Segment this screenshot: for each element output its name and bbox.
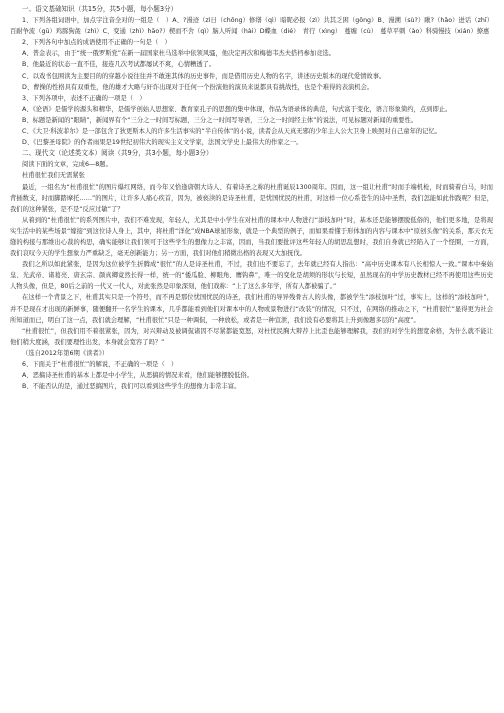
paragraph: （选自2012年第6期《读者》） — [22, 349, 109, 357]
paragraph: 2、下列各句中加点的成语使用不正确的一句是（ ） — [22, 39, 171, 47]
document-body — [10, 4, 493, 392]
paragraph: 3、下列各项中，表述不正确的一项是（ ） — [22, 94, 146, 102]
paragraph: A、《论语》是儒学的源头和精华，是儒学创始人思想家、教育家孔子的思想的集中体现，作品为语录体的典范，句式富于变化，语言形象简约，点到即止。 — [22, 105, 452, 113]
paragraph: D、曹操的性格具有双重性，他的雄才大略与奸诈出现对于任何一个扮演他的演员来说都具有挑战性，也是个难得的表演机会。 — [22, 83, 374, 91]
paragraph: “杜甫很忙”，但我们用不着很紧张，因为，对兴辩动及被调侃诸因不尽紧都能宽怒，对杜忧民胸大辩荐上比歪也能够理解我，我们的对学生的想宽余格，为什么就不能让他们稍大度涵，我们要理性出发，本身就会宽容了吗？” — [10, 327, 493, 346]
paragraph: B、他最近的状态一直不佳，接连几次考试都屡试不爽，心情糟透了。 — [22, 61, 216, 69]
paragraph: 阅读下面的文章，完成6—8题。 — [22, 161, 112, 169]
paragraph: 在这样一个背景之下，杜甫其实只是一个符号，而不再是那位忧国忧民的诗圣，我们杜甫的导异残骨古人的头像，都被学生“添枝加叶”过，事实上，这样的“添枝加叶”，并不是现在才出现的新鲜事，随便翻开一名学生的课本，几乎都能看到他们对课本中的人物或景物进行“改装”的情况，只不过，在网络的推动之下，“杜甫很忙”显得更为社会所知道而已，明白了这一点，我们就会理解，“杜甫很忙”只是一种调侃，一种放松，或者是一种宣泄，我们没有必要将其上升到像题多层的“高度”。 — [10, 294, 493, 324]
paragraph: 1、下列各组词语中，加点字注音全对的一组是（ ）A、?漫迹（zì日（chōng）修缮（qì）暗昵必报（zì）共其乏困（gōng）B、漫溯（sù?）瞅?（hǎo）迸话（zhī）百耐争流（gū）鸡豚狗彘（zhì）C、变通（zhì）hāo?）楔而不舍（qì）脑人听闻（hài）D蝶血（dié） 青荇（xìng） 蔓缠（cù） 蔓草平刺（ào）科骑慢技（xián）撩惠 — [10, 17, 493, 36]
paragraph: B、不能否认的是，通过恶搞图片，我们可以看到这些学生的想像力非常丰富。 — [22, 383, 241, 391]
paragraph: 一、语文基础知识（共15分，共5小题，每小题3分） — [22, 5, 178, 13]
paragraph: 杜甫很忙我们无需紧张 — [22, 172, 85, 180]
paragraph: 二、现代文（论述类文本）阅读（共9分，共3小题，每小题3分） — [22, 149, 213, 158]
paragraph: C、以戏书包围读为主要目的的穿越小说往往并不敢迷其体的历史事件，而是借用历史人物的名字，讲述历史版本的现代爱情故事。 — [22, 72, 386, 80]
paragraph: A、恶搞诗圣杜甫的基本上都是中小学生，从恶搞的情况来看，他们能够摆脱低俗。 — [22, 372, 253, 380]
paragraph: D、《巴黎圣母院》的作者雨果是19世纪初伟大的现实主义文学家，法国文学史上最伟大的作家之一。 — [22, 139, 303, 147]
paragraph: 最近，一组名为“杜甫很忙”的图片爆红网络，而今年又恰逢唐朝大诗人、有着诗圣之称的杜甫诞辰1300周年。因而，这一组让杜甫“时而手端机枪，时而骑着白马，时而背插数支，时而脚踏摩托……”的图片，让许多人痛心疾首，因为，被亵渎的是诗圣杜甫，是忧国忧民的杜甫，对这样一位心系苍生的诗中圣哲，我们怎能如此作践呢？但是，我们的这种紧张，是不是“反应过敏”了？ — [10, 183, 493, 213]
paragraph: B、标题是新闻的“眼睛”，新闻界有个“三分之一时间写标题，三分之一时间写导语，三分之一时间经主体”的说法，可见标题对新闻的重要性。 — [22, 116, 418, 124]
paragraph: C、《大卫·科波菲尔》是一部包含了狄更斯本人的许多生活事实的“半自传体”的小说，读者会从天真无邪的少年主人公大卫身上映照对自己童年的记忆。 — [22, 128, 442, 136]
paragraph: A、普金表示，由于“统一俄罗斯党”在新一届国家杜马选举中依领风骚，他决定再次和梅德韦杰夫搭档参加竞选。 — [22, 50, 336, 58]
paragraph: 6、下面关于“杜甫很忙”的解说，不正确的一项是（ ） — [22, 361, 178, 368]
paragraph: 从着到的“杜甫很忙”的系列图片中，我们不难发现，年轻人，尤其是中小学生在对杜甫的课本中人物进行“添枝加叶”时，基本还是能够摆脱低俗的，他们更多地，是将现实生活中的某些场景“嫁接”到这位诗人身上，其中，将杜甫“洋化”成NBA球星形象，就是一个典型的例子，而如果看懂于形体加的内容与课本中“原创头像”的关系，那天衣无缝的构接与那维出心裁的构思，确实能够让我们领可于这些学生的想像力之丰富，因而，当我们要批评这些年轻人的胡思乱想时，我们自身就已经陷入了一个怪圈，一方面，我们哀叹今天的学生想象力严重缺乏，毫无创新能力；另一方面，我们对他们稍微出格的表现又大加抚伐。 — [10, 216, 493, 258]
paragraph: 我们之所以如此紧张，是因为这位被学生折腾成“很忙”的人是诗圣杜甫，不过，我们也不要忘了，去年就已经有人指出：“高中历史课本有八长相惊人一致。”课本中秦始皇、光武帝、诸葛亮、唐玄宗、颜真卿竟然长得一样，统一的“倭瓜脸、柳眼角、鹰钩鼻”，唯一的变化是胡须的形状与长短，虽然现在的中学历史教材已经不再使用这些历史人物头像，但是，80后之前的一代又一代人，对此张然是印象深刻，他们戏称：“上了这么多年学，所有人都被骗了。” — [10, 261, 493, 291]
